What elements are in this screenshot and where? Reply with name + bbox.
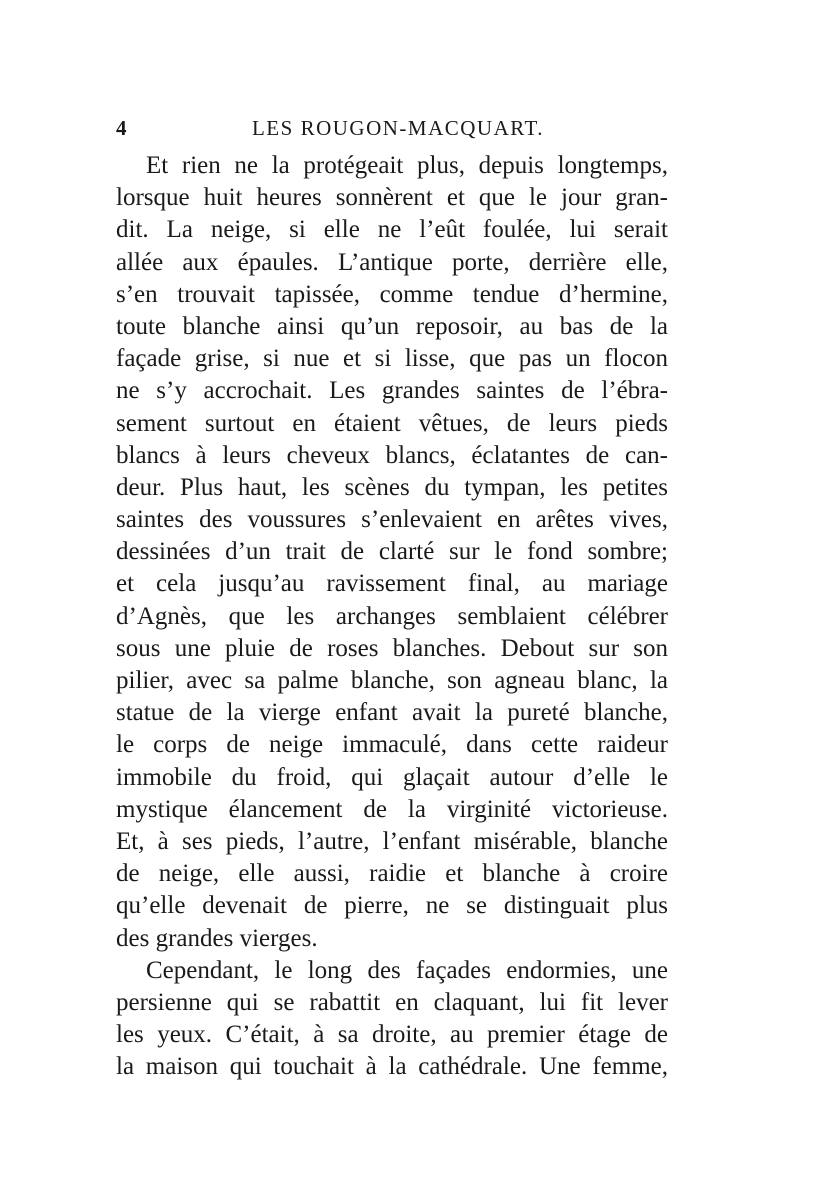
text-line: ne s’y accrochait. Les grandes saintes de l’ébra- (116, 377, 668, 405)
text-line: sous une pluie de roses blanches. Debout sur son (116, 634, 668, 662)
text-line: saintes des voussures s’enlevaient en arêtes vives, (116, 506, 668, 534)
running-title: LES ROUGON-MACQUART. (251, 116, 545, 140)
text-line: Et, à ses pieds, l’autre, l’enfant misérable, blanche (116, 827, 668, 855)
text-line: dit. La neige, si elle ne l’eût foulée, lui serait (116, 216, 668, 244)
text-line: allée aux épaules. L’antique porte, derrière elle, (116, 248, 668, 276)
text-line: pilier, avec sa palme blanche, son agneau blanc, la (116, 667, 668, 694)
text-line: Et rien ne la protégeait plus, depuis longtemps, (146, 152, 668, 179)
text-line: de neige, elle aussi, raidie et blanche à croire (116, 860, 668, 888)
text-line: qu’elle devenait de pierre, ne se distinguait plus (116, 892, 668, 920)
text-line: et cela jusqu’au ravissement final, au mariage (116, 570, 668, 598)
page-number: 4 (116, 116, 128, 140)
text-line: sement surtout en étaient vêtues, de leurs pieds (116, 409, 668, 437)
text-line: d’Agnès, que les archanges semblaient célébrer (116, 602, 668, 630)
text-line: façade grise, si nue et si lisse, que pas un flocon (116, 345, 668, 373)
text-line: persienne qui se rabattit en claquant, lui fit lever (116, 988, 668, 1016)
text-line: mystique élancement de la virginité victorieuse. (116, 795, 668, 823)
text-line: toute blanche ainsi qu’un reposoir, au bas de la (116, 312, 668, 340)
text-line: les yeux. C’était, à sa droite, au premier étage de (116, 1021, 668, 1049)
text-line: le corps de neige immaculé, dans cette raideur (116, 731, 668, 759)
text-line: immobile du froid, qui glaçait autour d’elle le (116, 763, 668, 791)
text-line: des grandes vierges. (116, 924, 318, 952)
body-text (116, 150, 668, 1083)
text-line: blancs à leurs cheveux blancs, éclatantes de can- (116, 441, 668, 469)
text-line: Cependant, le long des façades endormies, une (146, 956, 668, 984)
text-line: statue de la vierge enfant avait la pureté blanche, (116, 699, 668, 727)
text-line: s’en trouvait tapissée, comme tendue d’hermine, (116, 280, 668, 308)
text-line: lorsque huit heures sonnèrent et que le jour gran- (116, 184, 668, 212)
running-head (116, 116, 668, 142)
text-line: dessinées d’un trait de clarté sur le fond sombre; (116, 538, 668, 566)
text-line: deur. Plus haut, les scènes du tympan, les petites (116, 473, 668, 501)
text-line: la maison qui touchait à la cathédrale. Une femme, (116, 1053, 668, 1081)
